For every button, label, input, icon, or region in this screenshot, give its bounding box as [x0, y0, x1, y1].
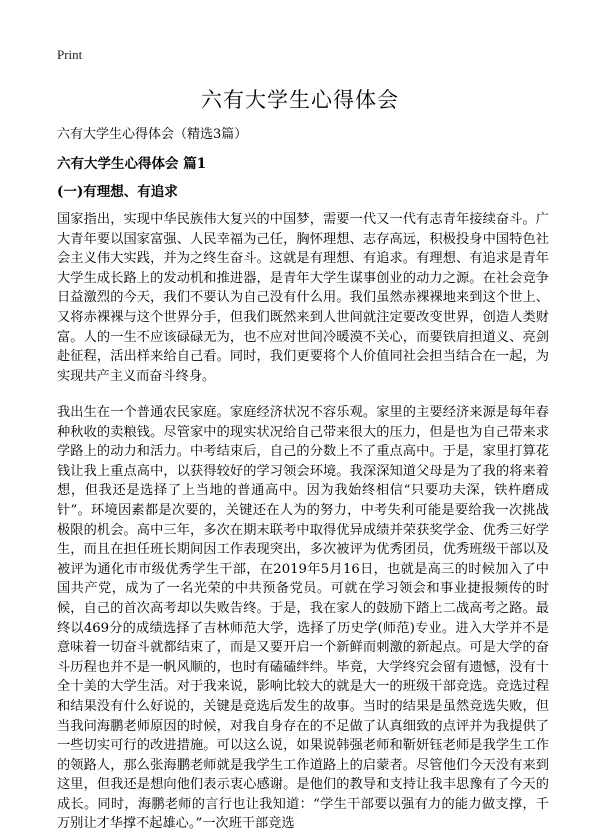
- print-label[interactable]: Print: [57, 47, 83, 62]
- paragraph-1: 国家指出，实现中华民族伟大复兴的中国梦，需要一代又一代有志青年接续奋斗。广大青年要以国家富强、人民幸福为己任，胸怀理想、志存高远，积极投身中国特色社会主义伟大实践，并为之终生奋斗。这就是有理想、有追求。有理想、有追求是青年大学生成长路上的发动机和推进器，是青年大学生谋事创业的动力之源。在社会竞争日益激烈的今天，我们不要认为自己没有什么用。我们虽然赤裸裸地来到这个世上、又将赤裸裸与这个世界分手，但我们既然来到人世间就注定要改变世界，创造人类财富。人的一生不应该碌碌无为，也不应对世间冷暖漠不关心，而要铁肩担道义、亮剑赴征程，活出样来给自己看。同时，我们更要将个人价值同社会担当结合在一起，为实现共产主义而奋斗终身。: [57, 212, 549, 384]
- document-title: 六有大学生心得体会: [201, 88, 399, 112]
- subsection-heading: (一)有理想、有追求: [57, 184, 178, 200]
- document-subtitle: 六有大学生心得体会（精选3篇）: [57, 127, 248, 142]
- section-heading: 六有大学生心得体会 篇1: [57, 156, 207, 172]
- paragraph-2: 我出生在一个普通农民家庭。家庭经济状况不容乐观。家里的主要经济来源是每年春种秋收的卖粮钱。尽管家中的现实状况给自己带来很大的压力，但是也为自己带来求学路上的动力和活力。中考结束后，自己的分数上不了重点高中。于是，家里打算花钱让我上重点高中，以获得较好的学习领会环境。我深深知道父母是为了我的将来着想，但我还是选择了上当地的普通高中。因为我始终相信“只要功夫深，铁杵磨成针”。环境因素都是次要的，关键还在人为的努力，中考失利可能是要给我一次挑战极限的机会。高中三年，多次在期末联考中取得优异成绩并荣获奖学金、优秀三好学生，而且在担任班长期间因工作表现突出，多次被评为优秀团员，优秀班级干部以及被评为通化市市级优秀学生干部，在2019年5月16日，也就是高三的时候加入了中国共产党，成为了一名光荣的中共预备党员。可就在学习领会和事业捷报频传的时候，自己的首次高考却以失败告终。于是，我在家人的鼓励下踏上二战高考之路。最终以469分的成绩选择了吉林师范大学，选择了历史学(师范)专业。进入大学并不是意味着一切奋斗就都结束了，而是又要开启一个新鲜而刺激的新起点。可是大学的奋斗历程也并不是一帆风顺的，也时有磕磕绊绊。毕竟，大学终究会留有遗憾，没有十全十美的大学生活。对于我来说，影响比较大的就是大一的班级干部竞选。竞选过程和结果没有什么好说的，关键是竞选后发生的故事。当时的结果是虽然竞选失败，但当我问海鹏老师原因的时候，对我自身存在的不足做了认真细致的点评并为我提供了一些切实可行的改进措施。可以这么说，如果说韩强老师和靳妍钰老师是我学生工作的领路人，那么张海鹏老师就是我学生工作道路上的启蒙者。尽管他们今天没有来到这里，但我还是想向他们表示衷心感谢。是他们的教导和支持让我丰思豫有了今天的成长。同时，海鹏老师的言行也让我知道：“学生干部要以强有力的能力做支撑，千万别让才华撑不起雄心。”一次班干部竞选: [57, 405, 549, 832]
